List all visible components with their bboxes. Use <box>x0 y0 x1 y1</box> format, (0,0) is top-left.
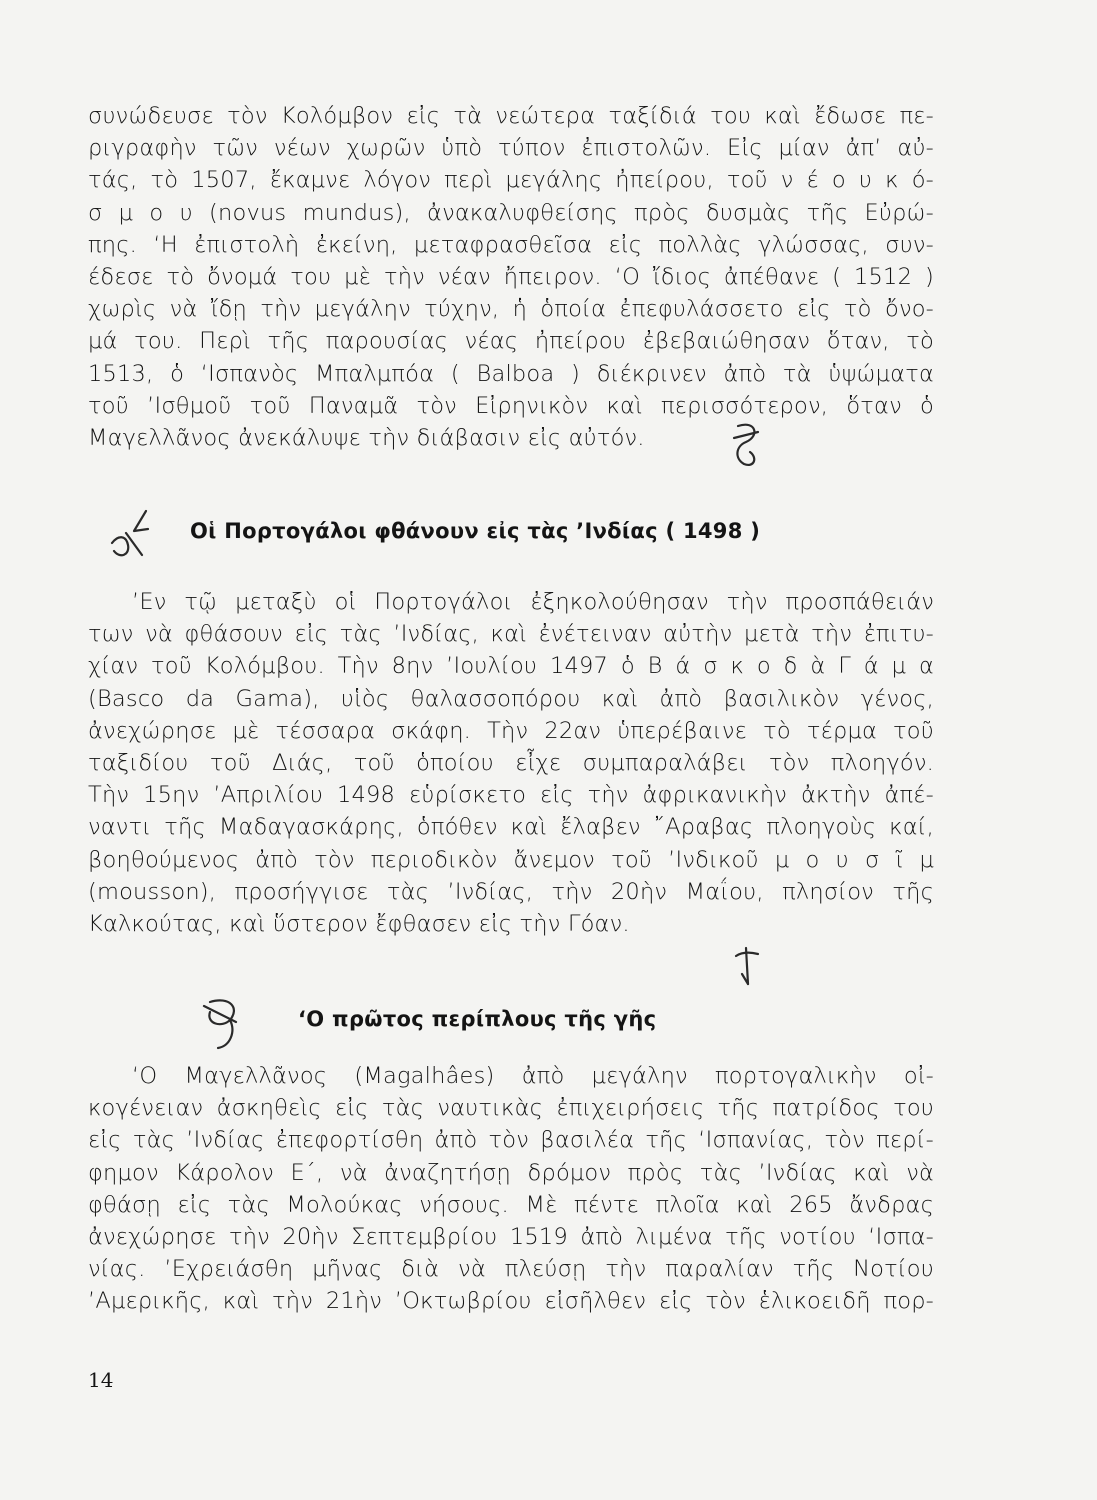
text-line: πης. ‘Η ἐπιστολὴ ἐκείνη, μεταφρασθεῖσα εἰς πολλὰς γλώσσας, συν- <box>88 231 934 258</box>
handwritten-number-icon <box>196 992 248 1054</box>
text-line: Καλκούτας, καὶ ὕστερον ἔφθασεν εἰς τὴν Γόαν. <box>88 910 630 937</box>
text-line: Τὴν 15ην ’Απριλίου 1498 εὑρίσκετο εἰς τὴν ἀφρικανικὴν ἀκτὴν ἀπέ- <box>88 782 934 809</box>
text-line: χίαν τοῦ Κολόμβου. Τὴν 8ην ’Ιουλίου 1497 ὁ Β ά σ κ ο δ ὰ Γ ά μ α <box>88 653 934 680</box>
handwritten-annotation-icon <box>104 505 154 565</box>
section-heading-first-circumnavigation: ‘Ο πρῶτος περίπλους τῆς γῆς <box>298 1007 657 1031</box>
text-line: συνώδευσε τὸν Κολόμβον εἰς τὰ νεώτερα ταξίδιά του καὶ ἔδωσε πε- <box>88 103 934 129</box>
text-line: βοηθούμενος ἀπὸ τὸν περιοδικὸν ἄνεμον τοῦ ’Ινδικοῦ μ ο υ σ ῖ μ <box>88 846 934 873</box>
text-line: 1513, ὁ ‘Ισπανὸς Μπαλμπόα ( Balboa ) διέκρινεν ἀπὸ τὰ ὑψώματα <box>88 360 934 387</box>
text-line: έδεσε τὸ ὄνομά του μὲ τὴν νέαν ἤπειρον. ‘Ο ἴδιος ἀπέθανε ( 1512 ) <box>88 263 934 290</box>
text-line: ναντι τῆς Μαδαγασκάρης, ὁπόθεν καὶ ἔλαβεν ῎Αραβας πλοηγοὺς καί, <box>88 814 934 841</box>
text-line: ‘Ο Μαγελλᾶνος (Magalhâes) ἀπὸ μεγάλην πορτογαλικὴν οἰ- <box>132 1063 934 1089</box>
text-line: φημον Κάρολον Ε΄, νὰ ἀναζητήσῃ δρόμον πρὸς τὰς ’Ινδίας καὶ νὰ <box>88 1159 934 1186</box>
text-line: των νὰ φθάσουν εἰς τὰς ’Ινδίας, καὶ ἐνέτειναν αὐτὴν μετὰ τὴν ἐπιτυ- <box>88 621 934 648</box>
text-line: σ μ ο υ (novus mundus), ἀνακαλυφθείσης πρὸς δυσμὰς τῆς Εὐρώ- <box>88 199 934 226</box>
text-line: τοῦ ’Ισθμοῦ τοῦ Παναμᾶ τὸν Εἰρηνικὸν καὶ περισσότερον, ὅταν ὁ <box>88 392 934 419</box>
paragraph-vasco-da-gama <box>88 586 934 940</box>
page-number: 14 <box>88 1368 114 1392</box>
handwritten-scribble-icon <box>728 418 768 478</box>
paragraph-magellan <box>88 1060 934 1318</box>
text-line: ’Εν τῷ μεταξὺ οἱ Πορτογάλοι ἐξηκολούθησαν τὴν προσπάθειάν <box>132 589 934 615</box>
handwritten-tick-icon <box>728 944 768 990</box>
text-line: εἰς τὰς ’Ινδίας ἐπεφορτίσθη ἀπὸ τὸν βασιλέα τῆς ‘Ισπανίας, τὸν περί- <box>88 1127 934 1154</box>
paragraph-vespucci <box>88 100 934 454</box>
text-line: χωρὶς νὰ ἴδῃ τὴν μεγάλην τύχην, ἡ ὁποία ἐπεφυλάσσετο εἰς τὸ ὄνο- <box>88 296 934 323</box>
text-line: ριγραφὴν τῶν νέων χωρῶν ὑπὸ τύπον ἐπιστολῶν. Εἰς μίαν ἀπ’ αὐ- <box>88 135 934 162</box>
text-line: κογένειαν ἀσκηθεὶς εἰς τὰς ναυτικὰς ἐπιχειρήσεις τῆς πατρίδος του <box>88 1095 934 1122</box>
text-line: (Basco da Gama), υἱὸς θαλασσοπόρου καὶ ἀπὸ βασιλικὸν γένος, <box>88 685 934 712</box>
text-line: φθάσῃ εἰς τὰς Μολούκας νήσους. Μὲ πέντε πλοῖα καὶ 265 ἄνδρας <box>88 1191 934 1218</box>
text-line: Μαγελλᾶνος ἀνεκάλυψε τὴν διάβασιν εἰς αὐτόν. <box>88 424 645 451</box>
section-heading-portuguese-india: Οἱ Πορτογάλοι φθάνουν εἰς τὰς ’Ινδίας ( 1498 ) <box>190 519 761 543</box>
text-line: ἀνεχώρησε μὲ τέσσαρα σκάφη. Τὴν 22αν ὑπερέβαινε τὸ τέρμα τοῦ <box>88 717 934 744</box>
text-line: ’Αμερικῆς, καὶ τὴν 21ὴν ’Οκτωβρίου εἰσῆλθεν εἰς τὸν ἑλικοειδῆ πορ- <box>88 1288 934 1315</box>
text-line: ἀνεχώρησε τὴν 20ὴν Σεπτεμβρίου 1519 ἀπὸ λιμένα τῆς νοτίου ‘Ισπα- <box>88 1223 934 1250</box>
text-line: (mousson), προσήγγισε τὰς ’Ινδίας, τὴν 20ὴν Μαΐου, πλησίον τῆς <box>88 878 934 905</box>
text-line: τάς, τὸ 1507, ἔκαμνε λόγον περὶ μεγάλης ἠπείρου, τοῦ ν έ ο υ κ ό- <box>88 167 934 194</box>
text-line: μά του. Περὶ τῆς παρουσίας νέας ἠπείρου ἐβεβαιώθησαν ὅταν, τὸ <box>88 328 934 355</box>
text-line: νίας. ’Εχρειάσθη μῆνας διὰ νὰ πλεύσῃ τὴν παραλίαν τῆς Νοτίου <box>88 1256 934 1283</box>
text-line: ταξιδίου τοῦ Διάς, τοῦ ὁποίου εἶχε συμπαραλάβει τὸν πλοηγόν. <box>88 749 934 776</box>
